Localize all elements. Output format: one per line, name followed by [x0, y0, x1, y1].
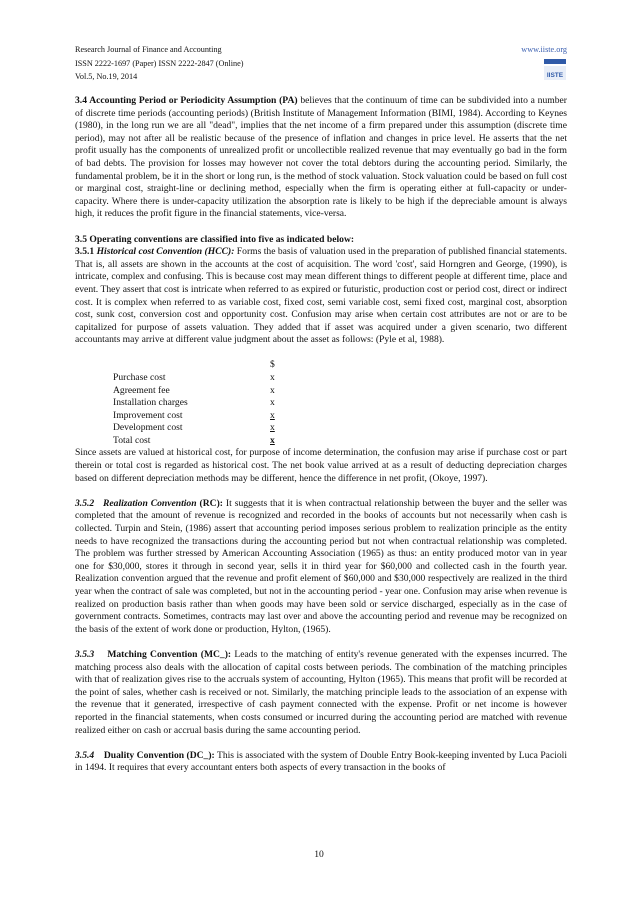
section-3-5-4 — [75, 750, 567, 775]
journal-name: Research Journal of Finance and Accounting — [75, 45, 222, 54]
section-3-5-2 — [75, 498, 567, 637]
section-3-5-2-number: 3.5.2 — [75, 497, 95, 509]
cost-row-value: x — [270, 422, 275, 434]
cost-row-value: x — [270, 372, 275, 384]
article-body — [75, 95, 567, 775]
section-3-5-1 — [75, 246, 567, 347]
section-3-5-3 — [75, 649, 567, 737]
cost-row-label: Installation charges — [113, 397, 188, 409]
section-3-4-text: believes that the continuum of time can be subdivided into a number of discrete time periods (accounting periods) (British Institute of Management Information (BIMI, 1984). According to Keynes (1980), in the long run we are all "dead", implies that the net income of a firm prepared under this assumption (discrete time period), may not after all be realistic because of the presence of inflation and changes in price level. He asserts that the net profit usually has the components of unrealized profit or uncollectible realized revenue that may eventually go bad in the form of bad debts. The provision for losses may however not cover the total debtors during the accounting period. Similarly, the fundamental problem, be it in the short or long run, is the method of stock valuation. Stock valuation could be based on full cost or marginal cost, straight-line or declining method, especially when the firm is operating either at full-capacity or under-capacity. Where there is under-capacity utilization the absorption rate is likely to be high if the depreciable amount is always high, it reduces the profit figure in the financial statements, vice-versa. — [75, 95, 567, 220]
section-3-4 — [75, 95, 567, 221]
section-3-5-heading: 3.5 Operating conventions are classified into five as indicated below: — [75, 233, 355, 245]
cost-row-label: Agreement fee — [113, 384, 170, 396]
section-3-5-1-text: Forms the basis of valuation used in the preparation of published financial statements. That is, all assets are shown in the accounts at the cost of acquisition. The word 'cost', said Horngren and George, (1990), is intricate, complex and confusing. This is because cost may mean different things to different people at different time, place and event. They assert that cost is intricate when referred to as expired or futuristic, production cost or period cost, direct or indirect cost. It is complex when referred to as variable cost, fixed cost, semi variable cost, semi fixed cost, marginal cost, absorption cost, sunk cost, conversion cost and opportunity cost. Confusion may arise when certain cost attributes are not or are to be capitalized for purpose of assets valuation. They added that if asset was acquired under a given scenario, two different accountants may arrive at different value judgment about the asset as follows: (Pyle et al, 1988). — [75, 246, 567, 346]
cost-row-label: Development cost — [113, 422, 183, 434]
cost-row-value: x — [270, 397, 275, 409]
currency-header: $ — [270, 359, 275, 371]
section-3-5-1-title: Historical cost Convention (HCC): — [96, 246, 235, 258]
volume-line: Vol.5, No.19, 2014 — [75, 72, 138, 82]
section-3-5-2-abbr: (RC): — [196, 497, 223, 509]
section-3-5-3-text: Leads to the matching of entity's revenue generated with the expenses incurred. The matching process also deals with the allocation of capital costs between periods. The combination of the matching principles with that of realization gives rise to the accruals system of accounting, Hylton (1965). This means that profit will be recorded at the point of sales, whether cash is received or not. Similarly, the matching principle leads to the association of an expense with the revenue that it generated, irrespective of cash payment connected with the expense. Profit or net income is however reported in the financial statements, when costs consumed or incurred during the accounting period are matched with revenue realized either on cash or accrual basis during the same accounting period. — [75, 648, 568, 736]
section-3-5-1-number: 3.5.1 — [75, 246, 97, 258]
section-3-5-2-text: It suggests that it is when contractual relationship between the buyer and the seller was completed that the amount of revenue is recognized and recorded in the books of accounts but not necessarily when cash is collected. Turpin and Stein, (1986) assert that accounting period imposes serious problem to realization principle as the entity needs to have recognized the transactions during the accounting period but not when contractual relationship was completed. The problem was further stressed by American Accounting Association (1965) as thus: an entity produced motor van in year one for $30,000, stores it through in second year, sells it in third year for $60,000 and collected cash in the fourth year. Realization convention argued that the revenue and profit element of $60,000 and $30,000 respectively are realized in the third year when the contract of sale was completed, but not in the accounting period - year one. Confusion may arise when revenue is realized on production basis rather than when goods may have been sold or service discharged, especially as in the case of government contracts. Sometimes, contracts may last over and above the accounting period and revenue may be recognized on the basis of the extent of work done or production, Hylton, (1965). — [75, 497, 568, 635]
cost-total-value: x — [270, 435, 275, 447]
page-number: 10 — [314, 849, 324, 860]
section-3-5-4-number: 3.5.4 — [75, 749, 95, 761]
cost-row-value: x — [270, 384, 275, 396]
section-3-5-4-text: This is associated with the system of Double Entry Book-keeping invented by Luca Pacioli in 1494. It requires that every accountant enters both aspects of every transaction in the books of — [75, 749, 567, 774]
cost-row-value: x — [270, 409, 275, 421]
cost-row-label: Improvement cost — [113, 409, 183, 421]
section-3-5-4-title: Duality Convention (DC_): — [103, 749, 215, 761]
issn-line: ISSN 2222-1697 (Paper) ISSN 2222-2847 (Online) — [75, 58, 244, 68]
logo-lettering: IISTE — [546, 72, 564, 79]
cost-table — [75, 359, 567, 447]
section-3-4-heading: 3.4 Accounting Period or Periodicity Assumption (PA) — [75, 95, 298, 106]
section-3-5-1-continued: Since assets are valued at historical cost, for purpose of income determination, the confusion may arise if purchase cost or part therein or total cost is regarded as historical cost. The net book value arrived at as a result of deducting depreciation charges based on different depreciation methods may be different, hence the difference in net profit, (Okoye, 1997). — [75, 447, 567, 484]
cost-row-label: Total cost — [113, 435, 151, 447]
section-3-5-3-title: Matching Convention (MC_): — [107, 648, 232, 660]
section-3-5-2-title: Realization Convention — [103, 497, 197, 509]
cost-row-label: Purchase cost — [113, 372, 166, 384]
iiste-logo — [543, 57, 567, 81]
page-header — [75, 43, 567, 84]
journal-url-link[interactable]: www.iiste.org — [521, 45, 567, 54]
section-3-5-3-number: 3.5.3 — [75, 648, 95, 660]
